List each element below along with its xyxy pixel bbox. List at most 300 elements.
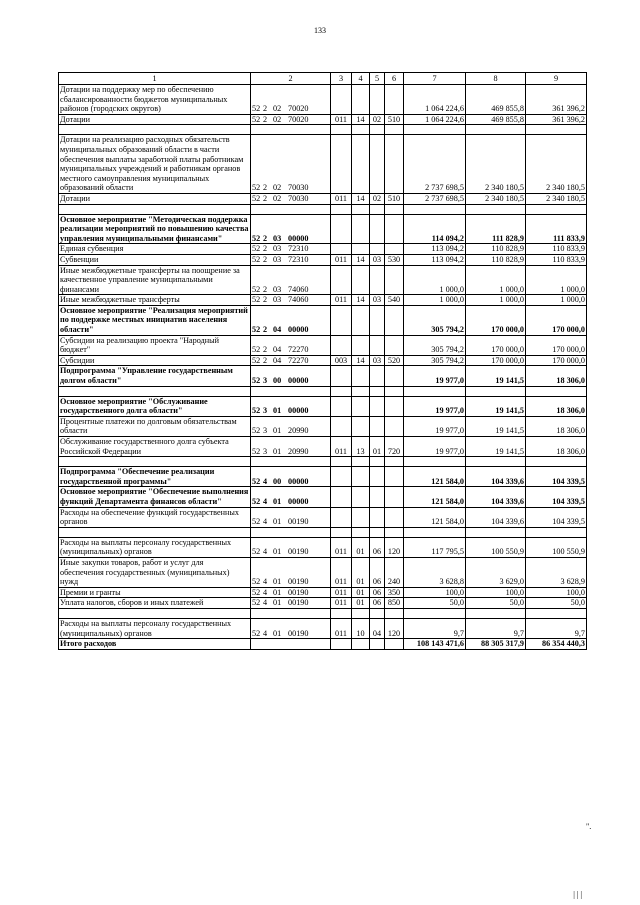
table-row (59, 85, 587, 115)
table-row (59, 114, 587, 125)
amount-col9: 361 396,2 (526, 85, 587, 115)
code-part: 00190 (288, 587, 309, 597)
table-row (59, 265, 587, 295)
code-part: 52 (252, 446, 261, 456)
empty-cell (59, 204, 251, 214)
code-part: 52 (252, 193, 261, 203)
code-part: 4 (263, 517, 268, 527)
empty-cell (352, 639, 370, 650)
empty-cell (526, 608, 587, 618)
code-part: 00000 (288, 496, 309, 506)
expense-type-code (385, 467, 404, 487)
row-name: Иные закупки товаров, работ и услуг для обеспечения государственных (муниципальных) нужд (59, 557, 251, 587)
ministry-code: 011 (331, 587, 352, 598)
row-name: Дотации (59, 114, 251, 125)
code-part: 00 (273, 376, 282, 386)
code-part: 2 (263, 284, 268, 294)
empty-cell (385, 527, 404, 537)
code-part: 02 (273, 104, 282, 114)
expense-type-code (385, 507, 404, 527)
code-part: 4 (263, 587, 268, 597)
subsection-code: 02 (370, 114, 385, 125)
amount-col8: 110 828,9 (466, 254, 526, 265)
section-code: 14 (352, 254, 370, 265)
expense-type-code: 720 (385, 437, 404, 457)
subsection-code (370, 85, 385, 115)
code-part: 02 (273, 183, 282, 193)
expense-type-code (385, 135, 404, 194)
empty-cell (404, 125, 466, 135)
section-code (352, 244, 370, 255)
subsection-code (370, 366, 385, 386)
code-part: 2 (263, 183, 268, 193)
amount-col7: 121 584,0 (404, 467, 466, 487)
empty-cell (331, 527, 352, 537)
total-col9: 86 354 440,3 (526, 639, 587, 650)
empty-cell (59, 457, 251, 467)
header-cell: 3 (331, 73, 352, 85)
code-part: 52 (252, 325, 261, 335)
empty-cell (352, 608, 370, 618)
amount-col9: 100 550,9 (526, 537, 587, 557)
amount-col7: 19 977,0 (404, 366, 466, 386)
expense-type-code (385, 244, 404, 255)
code-part: 2 (263, 355, 268, 365)
code-part: 01 (273, 446, 282, 456)
empty-cell (59, 608, 251, 618)
subsection-code: 03 (370, 355, 385, 366)
ministry-code: 011 (331, 193, 352, 204)
spacer-row (59, 204, 587, 214)
expense-type-code (385, 366, 404, 386)
program-code (251, 557, 331, 587)
total-row (59, 639, 587, 650)
subsection-code: 03 (370, 254, 385, 265)
subsection-code (370, 396, 385, 416)
subsection-code: 06 (370, 537, 385, 557)
amount-col7: 305 794,2 (404, 335, 466, 355)
code-part: 52 (252, 577, 261, 587)
code-part: 00000 (288, 376, 309, 386)
amount-col8: 110 828,9 (466, 244, 526, 255)
header-row (59, 73, 587, 85)
expenditure-table-container (58, 72, 586, 650)
expense-type-code (385, 335, 404, 355)
section-code: 10 (352, 618, 370, 638)
amount-col9: 104 339,5 (526, 467, 587, 487)
section-code (352, 416, 370, 436)
row-name: Дотации на поддержку мер по обеспечению сбалансированности бюджетов муниципальных районов (городских округов) (59, 85, 251, 115)
code-part: 03 (273, 244, 282, 254)
amount-col8: 3 629,0 (466, 557, 526, 587)
table-row (59, 487, 587, 507)
row-name: Иные межбюджетные трансферты (59, 295, 251, 306)
amount-col7: 1 000,0 (404, 265, 466, 295)
table-row (59, 193, 587, 204)
table-body (59, 85, 587, 650)
empty-cell (331, 639, 352, 650)
code-part: 01 (273, 426, 282, 436)
ministry-code: 011 (331, 618, 352, 638)
table-row (59, 598, 587, 609)
code-part: 20990 (288, 426, 309, 436)
section-code: 14 (352, 114, 370, 125)
footer-mark: | | | (573, 890, 582, 899)
amount-col8: 19 141,5 (466, 437, 526, 457)
spacer-row (59, 386, 587, 396)
row-name: Подпрограмма "Управление государственным долгом области" (59, 366, 251, 386)
ministry-code: 003 (331, 355, 352, 366)
code-part: 52 (252, 517, 261, 527)
row-name: Премии и гранты (59, 587, 251, 598)
empty-cell (466, 527, 526, 537)
empty-cell (385, 639, 404, 650)
amount-col8: 9,7 (466, 618, 526, 638)
section-code: 13 (352, 437, 370, 457)
empty-cell (251, 527, 331, 537)
amount-col9: 361 396,2 (526, 114, 587, 125)
program-code (251, 85, 331, 115)
code-part: 00000 (288, 233, 309, 243)
section-code: 01 (352, 587, 370, 598)
section-code (352, 507, 370, 527)
program-code (251, 214, 331, 244)
amount-col9: 18 306,0 (526, 366, 587, 386)
program-code (251, 305, 331, 335)
code-part: 4 (263, 547, 268, 557)
code-part: 72270 (288, 355, 309, 365)
code-part: 74060 (288, 295, 309, 305)
section-code (352, 467, 370, 487)
empty-cell (352, 204, 370, 214)
expense-type-code (385, 214, 404, 244)
subsection-code: 06 (370, 587, 385, 598)
row-name: Расходы на обеспечение функций государственных органов (59, 507, 251, 527)
table-row (59, 437, 587, 457)
empty-cell (331, 125, 352, 135)
spacer-row (59, 527, 587, 537)
code-part: 01 (273, 587, 282, 597)
empty-cell (370, 457, 385, 467)
amount-col9: 18 306,0 (526, 416, 587, 436)
code-part: 52 (252, 587, 261, 597)
expense-type-code: 350 (385, 587, 404, 598)
amount-col8: 104 339,6 (466, 487, 526, 507)
ministry-code: 011 (331, 537, 352, 557)
amount-col7: 1 000,0 (404, 295, 466, 306)
code-part: 03 (273, 295, 282, 305)
program-code (251, 366, 331, 386)
expense-type-code (385, 416, 404, 436)
header-cell: 5 (370, 73, 385, 85)
ministry-code: 011 (331, 557, 352, 587)
amount-col7: 100,0 (404, 587, 466, 598)
header-cell: 1 (59, 73, 251, 85)
amount-col7: 305 794,2 (404, 305, 466, 335)
subsection-code (370, 487, 385, 507)
subsection-code (370, 467, 385, 487)
program-code (251, 416, 331, 436)
code-part: 52 (252, 345, 261, 355)
amount-col8: 19 141,5 (466, 366, 526, 386)
code-part: 01 (273, 547, 282, 557)
empty-cell (385, 386, 404, 396)
amount-col7: 50,0 (404, 598, 466, 609)
table-row (59, 557, 587, 587)
section-code: 14 (352, 355, 370, 366)
ministry-code (331, 507, 352, 527)
code-part: 2 (263, 295, 268, 305)
row-name: Субсидии (59, 355, 251, 366)
section-code (352, 335, 370, 355)
program-code (251, 254, 331, 265)
empty-cell (331, 204, 352, 214)
amount-col9: 104 339,5 (526, 487, 587, 507)
expense-type-code: 540 (385, 295, 404, 306)
amount-col7: 305 794,2 (404, 355, 466, 366)
code-part: 52 (252, 104, 261, 114)
program-code (251, 467, 331, 487)
table-row (59, 244, 587, 255)
table-row (59, 214, 587, 244)
code-part: 3 (263, 376, 268, 386)
code-part: 52 (252, 284, 261, 294)
header-cell: 6 (385, 73, 404, 85)
row-name: Обслуживание государственного долга субъекта Российской Федерации (59, 437, 251, 457)
subsection-code (370, 416, 385, 436)
code-part: 4 (263, 598, 268, 608)
spacer-row (59, 608, 587, 618)
empty-cell (370, 386, 385, 396)
amount-col9: 3 628,9 (526, 557, 587, 587)
ministry-code (331, 396, 352, 416)
amount-col8: 111 828,9 (466, 214, 526, 244)
amount-col8: 100 550,9 (466, 537, 526, 557)
subsection-code: 01 (370, 437, 385, 457)
amount-col7: 117 795,5 (404, 537, 466, 557)
code-part: 2 (263, 104, 268, 114)
code-part: 74060 (288, 284, 309, 294)
closing-quote-mark: ". (586, 822, 592, 831)
code-part: 52 (252, 244, 261, 254)
code-part: 2 (263, 254, 268, 264)
subsection-code: 03 (370, 295, 385, 306)
code-part: 52 (252, 233, 261, 243)
expense-type-code (385, 265, 404, 295)
row-name: Подпрограмма "Обеспечение реализации государственной программы" (59, 467, 251, 487)
empty-cell (466, 386, 526, 396)
amount-col7: 1 064 224,6 (404, 85, 466, 115)
section-code (352, 396, 370, 416)
amount-col7: 1 064 224,6 (404, 114, 466, 125)
header-cell: 4 (352, 73, 370, 85)
table-row (59, 366, 587, 386)
code-part: 03 (273, 254, 282, 264)
table-row (59, 537, 587, 557)
expense-type-code (385, 305, 404, 335)
ministry-code (331, 467, 352, 487)
ministry-code (331, 487, 352, 507)
amount-col9: 110 833,9 (526, 244, 587, 255)
code-part: 3 (263, 446, 268, 456)
empty-cell (404, 386, 466, 396)
amount-col7: 19 977,0 (404, 396, 466, 416)
code-part: 2 (263, 193, 268, 203)
empty-cell (370, 527, 385, 537)
code-part: 52 (252, 355, 261, 365)
table-row (59, 618, 587, 638)
amount-col9: 100,0 (526, 587, 587, 598)
amount-col9: 50,0 (526, 598, 587, 609)
subsection-code (370, 135, 385, 194)
table-row (59, 335, 587, 355)
amount-col8: 2 340 180,5 (466, 135, 526, 194)
header-cell: 9 (526, 73, 587, 85)
empty-cell (331, 457, 352, 467)
amount-col7: 19 977,0 (404, 416, 466, 436)
table-row (59, 587, 587, 598)
empty-cell (526, 457, 587, 467)
code-part: 02 (273, 114, 282, 124)
code-part: 72310 (288, 244, 309, 254)
program-code (251, 396, 331, 416)
table-row (59, 305, 587, 335)
table-row (59, 295, 587, 306)
code-part: 00190 (288, 517, 309, 527)
empty-cell (370, 204, 385, 214)
row-name: Дотации (59, 193, 251, 204)
ministry-code: 011 (331, 114, 352, 125)
empty-cell (370, 608, 385, 618)
amount-col7: 9,7 (404, 618, 466, 638)
subsection-code: 02 (370, 193, 385, 204)
program-code (251, 244, 331, 255)
program-code (251, 437, 331, 457)
amount-col8: 19 141,5 (466, 396, 526, 416)
subsection-code (370, 265, 385, 295)
amount-col8: 100,0 (466, 587, 526, 598)
code-part: 52 (252, 598, 261, 608)
table-row (59, 507, 587, 527)
ministry-code (331, 214, 352, 244)
expense-type-code: 510 (385, 114, 404, 125)
code-part: 00 (273, 476, 282, 486)
ministry-code (331, 135, 352, 194)
empty-cell (404, 204, 466, 214)
amount-col9: 18 306,0 (526, 437, 587, 457)
subsection-code: 06 (370, 557, 385, 587)
code-part: 03 (273, 284, 282, 294)
code-part: 2 (263, 233, 268, 243)
empty-cell (466, 457, 526, 467)
code-part: 52 (252, 376, 261, 386)
empty-cell (385, 608, 404, 618)
ministry-code: 011 (331, 598, 352, 609)
code-part: 02 (273, 193, 282, 203)
empty-cell (59, 527, 251, 537)
code-part: 00190 (288, 598, 309, 608)
row-name: Основное мероприятие "Обслуживание государственного долга области" (59, 396, 251, 416)
empty-cell (352, 457, 370, 467)
expense-type-code: 520 (385, 355, 404, 366)
section-code (352, 135, 370, 194)
section-code (352, 265, 370, 295)
code-part: 4 (263, 496, 268, 506)
empty-cell (352, 527, 370, 537)
code-part: 4 (263, 628, 268, 638)
code-part: 52 (252, 406, 261, 416)
row-name: Процентные платежи по долговым обязательствам области (59, 416, 251, 436)
amount-col9: 2 340 180,5 (526, 193, 587, 204)
row-name: Субвенции (59, 254, 251, 265)
empty-cell (251, 639, 331, 650)
amount-col7: 121 584,0 (404, 487, 466, 507)
expense-type-code: 530 (385, 254, 404, 265)
subsection-code: 06 (370, 598, 385, 609)
section-code (352, 487, 370, 507)
code-part: 72270 (288, 345, 309, 355)
ministry-code: 011 (331, 254, 352, 265)
row-name: Расходы на выплаты персоналу государственных (муниципальных) органов (59, 537, 251, 557)
code-part: 52 (252, 628, 261, 638)
code-part: 4 (263, 577, 268, 587)
row-name: Дотации на реализацию расходных обязательств муниципальных образований области в части обеспечения выплаты заработной платы работникам муниципальных учреждений и работникам органов местного самоуправления муниципальных образований области (59, 135, 251, 194)
empty-cell (526, 125, 587, 135)
table-row (59, 135, 587, 194)
amount-col8: 1 000,0 (466, 295, 526, 306)
code-part: 04 (273, 325, 282, 335)
subsection-code: 04 (370, 618, 385, 638)
row-name: Субсидии на реализацию проекта "Народный бюджет" (59, 335, 251, 355)
row-name: Уплата налогов, сборов и иных платежей (59, 598, 251, 609)
empty-cell (251, 204, 331, 214)
section-code (352, 214, 370, 244)
section-code (352, 305, 370, 335)
code-part: 52 (252, 183, 261, 193)
expense-type-code (385, 487, 404, 507)
subsection-code (370, 305, 385, 335)
code-part: 70030 (288, 193, 309, 203)
section-code: 01 (352, 598, 370, 609)
code-part: 52 (252, 254, 261, 264)
ministry-code (331, 416, 352, 436)
code-part: 52 (252, 114, 261, 124)
row-name: Основное мероприятие "Обеспечение выполнения функций Департамента финансов области" (59, 487, 251, 507)
spacer-row (59, 457, 587, 467)
empty-cell (59, 125, 251, 135)
amount-col9: 9,7 (526, 618, 587, 638)
subsection-code (370, 335, 385, 355)
amount-col8: 469 855,8 (466, 114, 526, 125)
amount-col9: 170 000,0 (526, 355, 587, 366)
empty-cell (526, 527, 587, 537)
empty-cell (385, 204, 404, 214)
program-code (251, 335, 331, 355)
expenditure-table (58, 72, 587, 650)
total-col8: 88 305 317,9 (466, 639, 526, 650)
code-part: 01 (273, 406, 282, 416)
empty-cell (466, 204, 526, 214)
empty-cell (251, 386, 331, 396)
code-part: 2 (263, 325, 268, 335)
expense-type-code: 120 (385, 537, 404, 557)
program-code (251, 598, 331, 609)
subsection-code (370, 244, 385, 255)
code-part: 70020 (288, 104, 309, 114)
amount-col8: 170 000,0 (466, 335, 526, 355)
empty-cell (331, 386, 352, 396)
expense-type-code: 240 (385, 557, 404, 587)
